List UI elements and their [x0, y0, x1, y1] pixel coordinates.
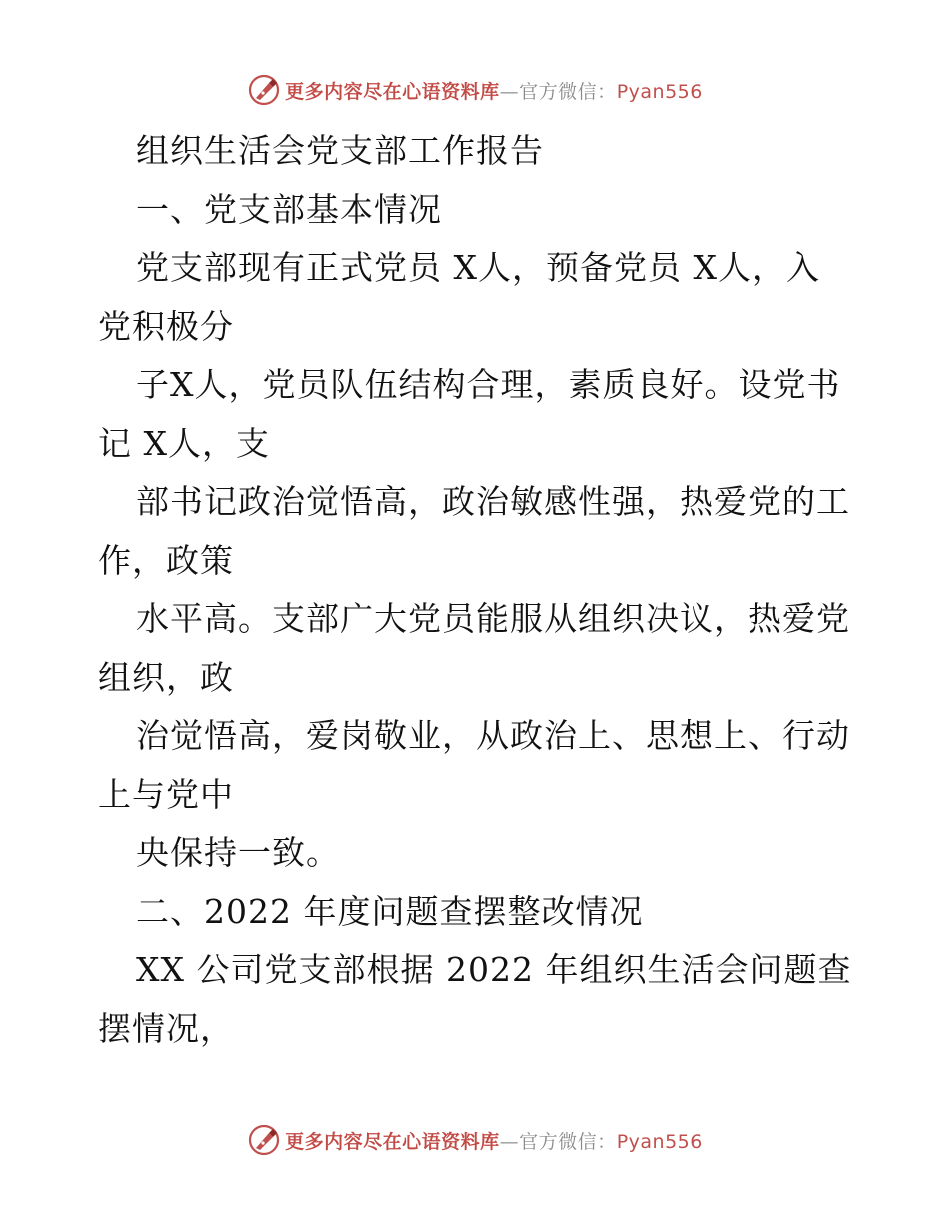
paragraph-line: XX 公司党支部根据 2022 年组织生活会问题查	[136, 950, 852, 989]
paragraph-line: 作，政策	[98, 540, 234, 580]
pen-nib-logo-icon	[247, 1123, 281, 1157]
watermark-separator: —	[499, 80, 520, 103]
paragraph-line: 水平高。支部广大党员能服从组织决议，热爱党	[136, 599, 850, 638]
paragraph-line: 部书记政治觉悟高，政治敏感性强，热爱党的工	[136, 482, 850, 521]
watermark-wechat-id: Pyan556	[616, 80, 703, 103]
watermark-main: 更多内容尽在心语资料库	[285, 80, 500, 103]
header-watermark	[0, 70, 950, 110]
watermark-wechat-id: Pyan556	[616, 1130, 703, 1153]
paragraph-line: 子X人，党员队伍结构合理，素质良好。设党书	[136, 365, 841, 404]
section-heading-2: 二、2022 年度问题查摆整改情况	[136, 891, 644, 931]
paragraph-line: 记 X人，支	[98, 423, 270, 463]
watermark-text	[285, 1127, 703, 1154]
watermark-label: 官方微信：	[519, 1130, 617, 1153]
watermark-text	[285, 77, 703, 104]
paragraph-line: 党积极分	[98, 306, 234, 346]
paragraph-line: 组织，政	[98, 657, 234, 697]
paragraph-line: 摆情况，	[98, 1008, 234, 1048]
paragraph-line: 上与党中	[98, 774, 234, 814]
paragraph-line: 央保持一致。	[136, 833, 340, 872]
section-heading-1: 一、党支部基本情况	[136, 189, 442, 229]
footer-watermark	[0, 1120, 950, 1160]
watermark-separator: —	[499, 1130, 520, 1153]
document-body	[98, 122, 858, 1058]
watermark-label: 官方微信：	[519, 80, 617, 103]
paragraph-line: 党支部现有正式党员 X人，预备党员 X人，入	[136, 248, 820, 287]
watermark-main: 更多内容尽在心语资料库	[285, 1130, 500, 1153]
pen-nib-logo-icon	[247, 73, 281, 107]
document-title: 组织生活会党支部工作报告	[136, 131, 544, 170]
paragraph-line: 治觉悟高，爱岗敬业，从政治上、思想上、行动	[136, 716, 850, 755]
